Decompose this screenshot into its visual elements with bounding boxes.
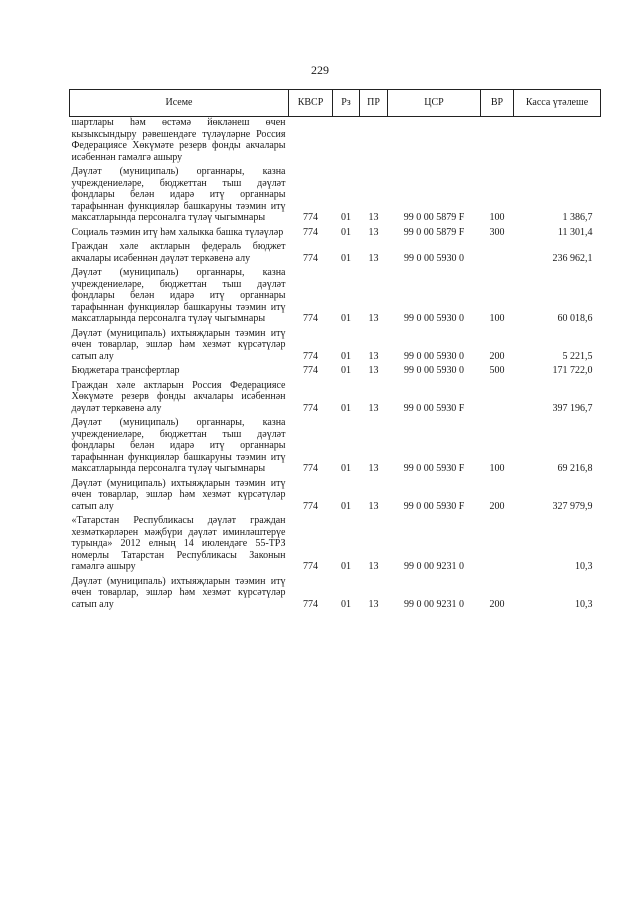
row-name: Граждан хәле актларын федераль бюджет акчалары исәбеннән дәүләт теркәвенә алу: [71, 241, 286, 264]
row-pr: 13: [368, 350, 379, 362]
row-rz: 01: [341, 226, 351, 238]
row-amount: 1 386,7: [562, 212, 593, 223]
row-vr: 300: [489, 226, 505, 238]
row-csr: 99 0 00 5879 F: [403, 212, 465, 223]
row-pr: 13: [368, 598, 379, 610]
header-name: Исеме: [70, 90, 289, 117]
row-pr: 13: [368, 252, 379, 264]
row-rz: 01: [341, 350, 351, 362]
row-kvsr: [289, 117, 333, 165]
row-csr: 99 0 00 5930 F: [403, 463, 465, 474]
row-rz: 01: [341, 365, 351, 376]
row-amount: 397 196,7: [552, 402, 593, 414]
table-row: [70, 326, 601, 364]
table-row: [70, 239, 601, 265]
table-body: [70, 117, 601, 612]
row-vr: [481, 378, 514, 416]
row-csr: 99 0 00 5930 F: [403, 402, 465, 414]
header-rz: Рз: [333, 90, 360, 117]
row-kvsr: 774: [303, 212, 318, 223]
row-kvsr: 774: [303, 598, 318, 610]
table-row: [70, 415, 601, 476]
row-rz: 01: [341, 252, 351, 264]
row-rz: 01: [341, 500, 351, 512]
row-csr: 99 0 00 5930 0: [404, 313, 464, 324]
row-amount: 236 962,1: [552, 252, 593, 264]
row-vr: 200: [489, 350, 505, 362]
row-pr: [360, 117, 388, 165]
row-amount: 10,3: [575, 561, 593, 572]
row-amount: 327 979,9: [552, 500, 593, 512]
row-csr: 99 0 00 5930 0: [404, 365, 464, 376]
row-name: Дәүләт (муниципаль) органнары, казна учреждениеләре, бюджеттан тыш дәүләт фондлары белән идарә итү органнары тарафыннан функцияләр башкаруны тәэмин итү максатларында персоналга түләү чыгымнары: [71, 166, 286, 223]
row-csr: 99 0 00 5930 0: [404, 252, 464, 264]
row-pr: 13: [368, 226, 379, 238]
row-amount: [514, 117, 601, 165]
row-pr: 13: [368, 365, 379, 376]
row-vr: 100: [489, 212, 505, 223]
row-name: Дәүләт (муниципаль) ихтыяҗларын тәэмин итү өчен товарлар, эшләр һәм хезмәт күрсәтүләр сатып алу: [71, 327, 286, 362]
table-row: [70, 363, 601, 378]
table-row: [70, 225, 601, 240]
row-rz: [333, 117, 360, 165]
row-kvsr: 774: [303, 402, 318, 414]
row-pr: 13: [368, 402, 379, 414]
row-rz: 01: [341, 313, 351, 324]
row-kvsr: 774: [303, 350, 318, 362]
row-vr: [481, 117, 514, 165]
table-header-row: [70, 90, 601, 117]
row-kvsr: 774: [303, 365, 318, 376]
row-name: Дәүләт (муниципаль) ихтыяҗларын тәэмин итү өчен товарлар, эшләр һәм хезмәт күрсәтүләр сатып алу: [71, 477, 286, 512]
row-rz: 01: [341, 598, 351, 610]
page-number: 229: [311, 63, 329, 77]
row-vr: 200: [489, 500, 505, 512]
row-vr: 100: [489, 313, 505, 324]
row-name: Социаль тәэмин итү һәм халыкка башка түләүләр: [71, 226, 284, 238]
row-rz: 01: [341, 463, 351, 474]
row-amount: 69 216,8: [557, 463, 593, 474]
header-kvsr: КВСР: [289, 90, 333, 117]
row-vr: [481, 239, 514, 265]
row-name: шартлары һәм өстәмә йөкләнеш өчен кызыксындыру рәвешендәге түләүләрне Россия Федерациясе Хөкүмәте резерв фонды акчалары исәбеннән гамәлгә ашыру: [71, 117, 286, 163]
row-amount: 11 301,4: [557, 226, 593, 238]
header-vr: ВР: [481, 90, 514, 117]
table-row: [70, 378, 601, 416]
row-rz: 01: [341, 212, 351, 223]
row-pr: 13: [368, 561, 379, 572]
row-name: «Татарстан Республикасы дәүләт граждан хезмәткәрләрен мәҗбүри дәүләт иминләштерүе турында» 2012 елның 14 июлендәге 55-ТРЗ номерлы Татарстан Республикасы Законын гамәлгә ашыру: [71, 515, 286, 572]
header-csr: ЦСР: [388, 90, 481, 117]
row-name: Дәүләт (муниципаль) ихтыяҗларын тәэмин итү өчен товарлар, эшләр һәм хезмәт күрсәтүләр сатып алу: [71, 575, 286, 610]
row-pr: 13: [368, 500, 379, 512]
row-pr: 13: [368, 463, 379, 474]
table-row: [70, 164, 601, 225]
row-rz: 01: [341, 402, 351, 414]
row-kvsr: 774: [303, 252, 318, 264]
row-name: Граждан хәле актларын Россия Федерациясе Хөкүмәте резерв фонды акчалары исәбеннән дәүләт теркәвенә алу: [71, 379, 286, 414]
row-csr: 99 0 00 9231 0: [404, 598, 464, 610]
table-row: [70, 476, 601, 514]
row-kvsr: 774: [303, 313, 318, 324]
row-amount: 5 221,5: [562, 350, 593, 362]
header-pr: ПР: [360, 90, 388, 117]
row-vr: 200: [489, 598, 505, 610]
row-vr: 100: [489, 463, 505, 474]
row-vr: [481, 513, 514, 574]
row-csr: 99 0 00 5930 F: [403, 500, 465, 512]
budget-table: [69, 89, 601, 611]
row-pr: 13: [368, 212, 379, 223]
header-amount: Касса үтәлеше: [514, 90, 601, 117]
row-kvsr: 774: [303, 226, 318, 238]
table-row: [70, 265, 601, 326]
row-kvsr: 774: [303, 500, 318, 512]
row-csr: [388, 117, 481, 165]
table-row: [70, 574, 601, 612]
row-csr: 99 0 00 5879 F: [403, 226, 465, 238]
row-name: Дәүләт (муниципаль) органнары, казна учреждениеләре, бюджеттан тыш дәүләт фондлары белән идарә итү органнары тарафыннан функцияләр башкаруны тәэмин итү максатларында персоналга түләү чыгымнары: [71, 417, 286, 474]
table-row: [70, 513, 601, 574]
row-rz: 01: [341, 561, 351, 572]
row-kvsr: 774: [303, 561, 318, 572]
row-amount: 10,3: [575, 598, 593, 610]
table-row: [70, 117, 601, 165]
row-csr: 99 0 00 9231 0: [404, 561, 464, 572]
row-vr: 500: [489, 365, 505, 376]
row-csr: 99 0 00 5930 0: [404, 350, 464, 362]
row-pr: 13: [368, 313, 379, 324]
row-name: Бюджетара трансфертлар: [71, 365, 180, 376]
row-kvsr: 774: [303, 463, 318, 474]
row-amount: 171 722,0: [552, 365, 593, 376]
row-name: Дәүләт (муниципаль) органнары, казна учреждениеләре, бюджеттан тыш дәүләт фондлары белән идарә итү органнары тарафыннан функцияләр башкаруны тәэмин итү максатларында персоналга түләү чыгымнары: [71, 267, 286, 324]
row-amount: 60 018,6: [557, 313, 593, 324]
